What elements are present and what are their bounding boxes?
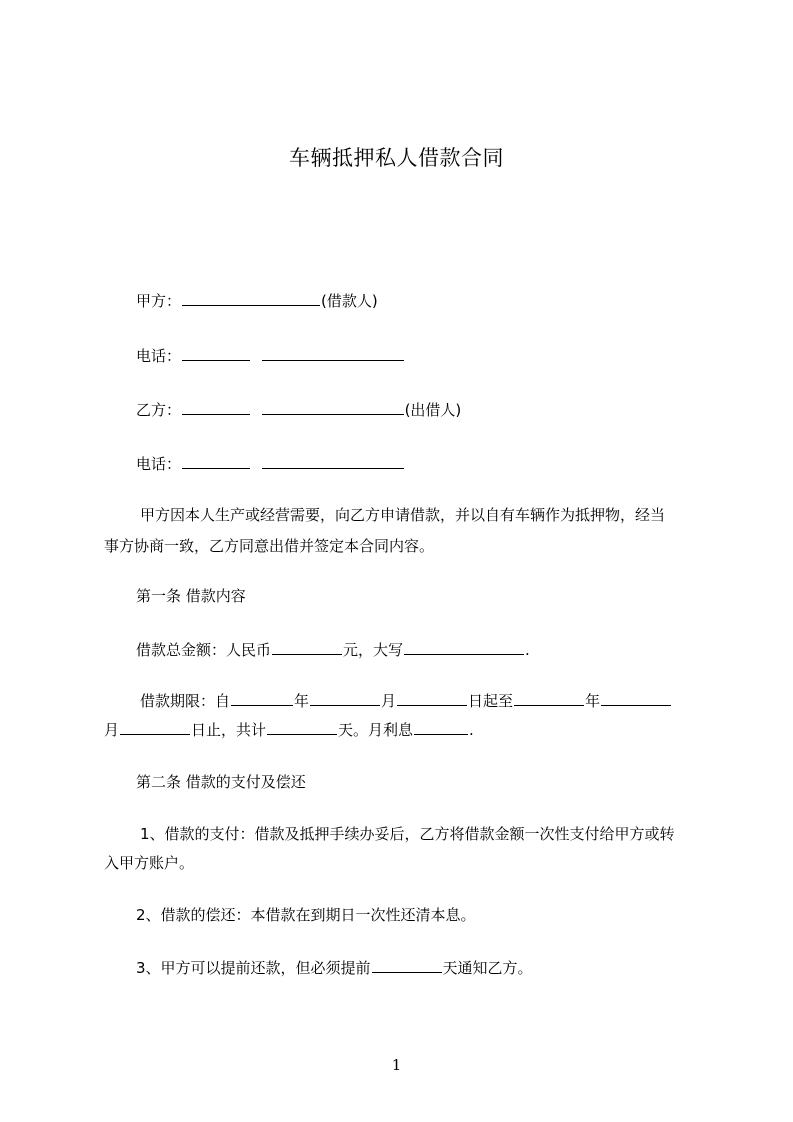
party-b-role: (出借人) xyxy=(404,401,462,419)
month2-label: 月 xyxy=(104,721,120,739)
party-a-label: 甲方： xyxy=(136,292,182,310)
item-3 xyxy=(136,958,748,978)
phone-label: 电话： xyxy=(136,455,182,473)
page-number: 1 xyxy=(391,1056,402,1074)
party-b-blank-2[interactable] xyxy=(262,400,404,415)
days-label: 天。月利息 xyxy=(338,721,414,739)
year-label: 年 xyxy=(294,692,310,710)
loan-term-line-2 xyxy=(104,720,716,740)
party-a-role: (借款人) xyxy=(321,292,378,310)
loan-amount-line xyxy=(136,640,748,660)
term-label: 借款期限：自 xyxy=(140,692,231,710)
from-month-blank[interactable] xyxy=(310,691,380,706)
amount-end: . xyxy=(525,641,530,659)
intro-line-1: 甲方因本人生产或经营需要，向乙方申请借款，并以自有车辆作为抵押物，经当 xyxy=(140,506,666,524)
phone-label: 电话： xyxy=(136,347,182,365)
phone-blank-4[interactable] xyxy=(262,454,404,469)
party-b-phone-line xyxy=(136,454,748,474)
loan-term-line-1 xyxy=(140,691,752,711)
amount-words-blank[interactable] xyxy=(404,640,524,655)
article-2-heading: 第二条 借款的支付及偿还 xyxy=(136,773,306,791)
notice-days-blank[interactable] xyxy=(372,958,442,973)
year2-label: 年 xyxy=(585,692,601,710)
amount-yuan: 元，大写 xyxy=(343,641,404,659)
party-a-line xyxy=(136,291,748,311)
from-year-blank[interactable] xyxy=(231,691,293,706)
amount-blank[interactable] xyxy=(272,640,342,655)
phone-blank-2[interactable] xyxy=(262,346,404,361)
party-b-blank-1[interactable] xyxy=(182,400,250,415)
item-2: 2、借款的偿还：本借款在到期日一次性还清本息。 xyxy=(136,906,476,924)
to-year-blank[interactable] xyxy=(514,691,584,706)
item-3-text-b: 天通知乙方。 xyxy=(442,959,533,977)
month-label: 月 xyxy=(381,692,397,710)
party-b-line xyxy=(136,400,748,420)
item-1-line-1: 1、借款的支付：借款及抵押手续办妥后，乙方将借款金额一次性支付给甲方或转 xyxy=(140,825,675,843)
to-month-blank[interactable] xyxy=(601,691,671,706)
document-title: 车辆抵押私人借款合同 xyxy=(289,146,504,170)
item-1-line-2: 入甲方账户。 xyxy=(104,854,195,872)
amount-label: 借款总金额：人民币 xyxy=(136,641,272,659)
article-1-heading: 第一条 借款内容 xyxy=(136,587,246,605)
item-3-text-a: 3、甲方可以提前还款，但必须提前 xyxy=(136,959,371,977)
phone-blank-1[interactable] xyxy=(182,346,250,361)
term-end: . xyxy=(469,721,474,739)
phone-blank-3[interactable] xyxy=(182,454,250,469)
to-day-blank[interactable] xyxy=(120,720,190,735)
party-b-label: 乙方： xyxy=(136,401,182,419)
party-a-blank[interactable] xyxy=(182,291,320,306)
from-day-blank[interactable] xyxy=(397,691,467,706)
party-a-phone-line xyxy=(136,346,748,366)
interest-blank[interactable] xyxy=(414,720,468,735)
intro-line-2: 事方协商一致，乙方同意出借并签定本合同内容。 xyxy=(104,537,435,555)
day-from-label: 日起至 xyxy=(468,692,514,710)
day-to-label: 日止，共计 xyxy=(191,721,267,739)
total-days-blank[interactable] xyxy=(267,720,337,735)
